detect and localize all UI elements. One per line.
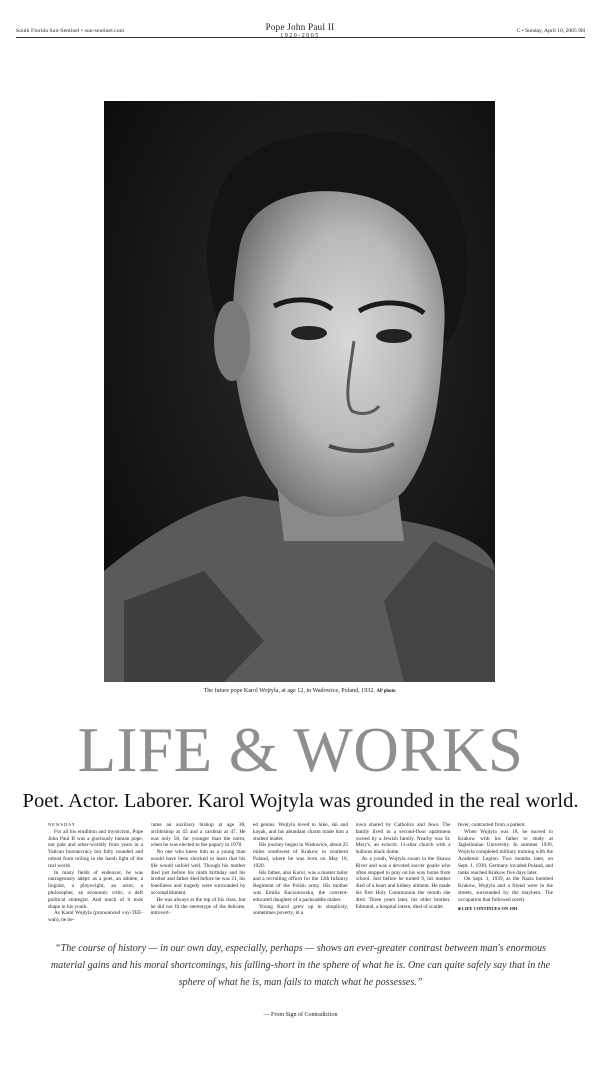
article-column-4 (356, 822, 451, 930)
deck-subheadline: Poet. Actor. Laborer. Karol Wojtyla was grounded in the real world. (22, 790, 579, 812)
paragraph: town shared by Catholics and Jews. The family lived in a second-floor apartment owned by a Jewish family. Nearby was St. Mary's, an eclectic 11-altar church with a bulbous black dome. (355, 822, 451, 856)
paragraph: fever, contracted from a patient. (458, 822, 526, 828)
paragraph: In many fields of endeavor, he was outrageously adept: as a poet, an athlete, a linguist, a playwright, an actor, a philosopher, an economic critic, a deft political strategist. And much of it took shape in his youth. (48, 869, 143, 910)
newspaper-name: South Florida Sun-Sentinel • sun-sentinel.com (16, 28, 125, 34)
paragraph: ed genius. Wojtyla loved to hike, ski and kayak, and his abundant charm made him a student leader. (253, 822, 348, 842)
page-folio: C • Sunday, April 10, 2005 9H (516, 28, 585, 34)
paragraph: As Karol Wojtyla (pronounced voy-TEE-wah), he be- (48, 910, 143, 924)
paragraph: He was always at the top of his class, but he did not fit the stereotype of the delicate, introvert- (150, 896, 246, 917)
paragraph: came an auxiliary bishop at age 38, archbishop at 43 and a cardinal at 47. He was only 58, far younger than the norm, when he was elected to the papacy in 1978. (150, 822, 246, 849)
paragraph: On Sept. 1, 1939, as the Nazis bombed Krakow, Wojtyla and a friend were in the streets, surrounded by the mayhem. The occupation that followed sorely (458, 876, 553, 903)
photo-credit: AP photo (376, 689, 396, 694)
header-rule (16, 37, 585, 38)
photo-caption (104, 688, 495, 694)
article-column-3 (253, 822, 348, 930)
pull-quote: “The course of history — in our own day, especially, perhaps — shows an ever-greater contrast between man's enormous material gains and his moral shortcomings, his falling-short in the sphere of what he is. One can quite safely say that in the sphere of what he is, man fails to match what he possesses.” (50, 943, 551, 989)
portrait-photo (104, 101, 495, 682)
caption-text: The future pope Karol Wojtyla, at age 12, in Wadowice, Poland, 1932. (203, 688, 375, 694)
paragraph: When Wojtyla was 18, he moved to Krakow with his father to study at Jagiellonian University. In summer 1939, Wojtyla completed military training with the Academic Legion. Two months later, on Sept. 1, 1939, Germany invaded Poland, and tanks reached Krakow five days later. (458, 828, 553, 876)
paragraph: For all his erudition and mysticism, Pope John Paul II was a gloriously human pope, not pale and other-worldly from years in a Vatican bureaucracy but fully rounded and robust from toiling in the harsh light of the real world. (48, 828, 143, 869)
article-column-1 (48, 822, 143, 930)
paragraph: His journey began in Wadowice, about 25 miles southwest of Krakow in southern Poland, where he was born on May 18, 1920. (253, 842, 348, 869)
continued-jump-link[interactable]: ■ LIFE CONTINUES ON 10H (458, 905, 518, 911)
dateline: NEWSDAY (48, 822, 76, 827)
page-header (0, 0, 601, 48)
paragraph: No one who knew him as a young man would have been shocked to learn that his life would unfold well. Though his mother died just before his ninth birthday and his brother and father died before he was 21, his loneliness and tragedy were surrounded by accomplishment. (150, 849, 246, 896)
section-title: Pope John Paul II (265, 22, 335, 32)
paragraph: Young Karol grew up in simplicity, sometimes poverty, in a (253, 903, 348, 917)
paragraph: His father, also Karol, was a master tailor and a recruiting officer for the 12th Infantry Regiment of the Polish army. His mother was Emilia Kaczorowska, the convent-educated daughter of a packsaddle maker. (253, 869, 348, 903)
paragraph: As a youth, Wojtyla swam in the Skawa River and was a devoted soccer goalie who often stopped to pray on his way home from school. Just before he turned 9, his mother died of a heart and kidney ailment. He made his first Holy Communion the month she died. Three years later, his older brother, Edmund, a hospital intern, died of scarlet (355, 855, 451, 910)
article-body (48, 822, 553, 930)
article-column-2 (151, 822, 246, 930)
article-column-5 (458, 822, 553, 930)
headline: LIFE & WORKS (77, 715, 524, 785)
quote-attribution: — From Sign of Contradiction (263, 1012, 338, 1018)
section-years: 1920-2005 (280, 33, 320, 39)
